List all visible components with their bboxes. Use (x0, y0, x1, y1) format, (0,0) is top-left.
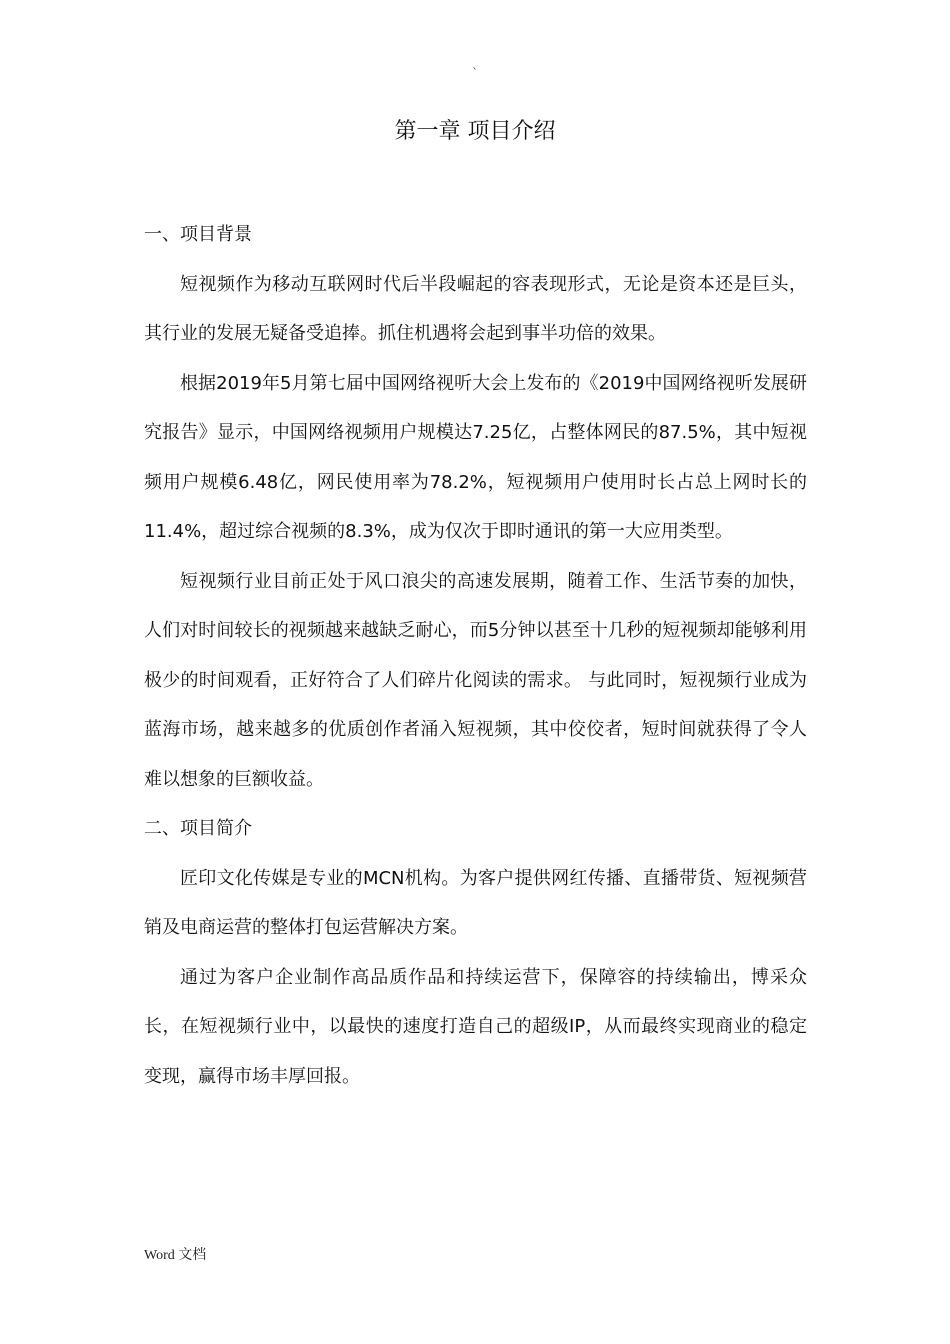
section-heading-background: 一、项目背景 (144, 224, 252, 245)
chapter-title: 第一章 项目介绍 (394, 119, 556, 144)
document-body (144, 210, 807, 1101)
paragraph-intro-2: 通过为客户企业制作高品质作品和持续运营下，保障容的持续输出，博采众长，在短视频行业中，以最快的速度打造自己的超级IP，从而最终实现商业的稳定变现，赢得市场丰厚回报。 (144, 966, 807, 1087)
footer-label: Word 文档 (144, 1248, 207, 1263)
paragraph-background-1: 短视频作为移动互联网时代后半段崛起的容表现形式，无论是资本还是巨头，其行业的发展无疑备受追捧。抓住机遇将会起到事半功倍的效果。 (144, 273, 807, 344)
section-heading-intro: 二、项目简介 (144, 818, 252, 839)
paragraph-background-2: 根据2019年5月第七届中国网络视听大会上发布的《2019中国网络视听发展研究报告》显示，中国网络视频用户规模达7.25亿，占整体网民的87.5%，其中短视频用户规模6.48亿，网民使用率为78.2%，短视频用户使用时长占总上网时长的11.4%，超过综合视频的8.3%，成为仅次于即时通讯的第一大应用类型。 (144, 372, 807, 542)
paragraph-background-3: 短视频行业目前正处于风口浪尖的高速发展期，随着工作、生活节奏的加快，人们对时间较长的视频越来越缺乏耐心，而5分钟以甚至十几秒的短视频却能够利用极少的时间观看，正好符合了人们碎片化阅读的需求。 与此同时，短视频行业成为蓝海市场，越来越多的优质创作者涌入短视频，其中佼佼者，短时间就获得了令人难以想象的巨额收益。 (144, 570, 807, 790)
header-mark: ` (472, 66, 478, 80)
paragraph-intro-1: 匠印文化传媒是专业的MCN机构。为客户提供网红传播、直播带货、短视频营销及电商运营的整体打包运营解决方案。 (144, 867, 807, 938)
